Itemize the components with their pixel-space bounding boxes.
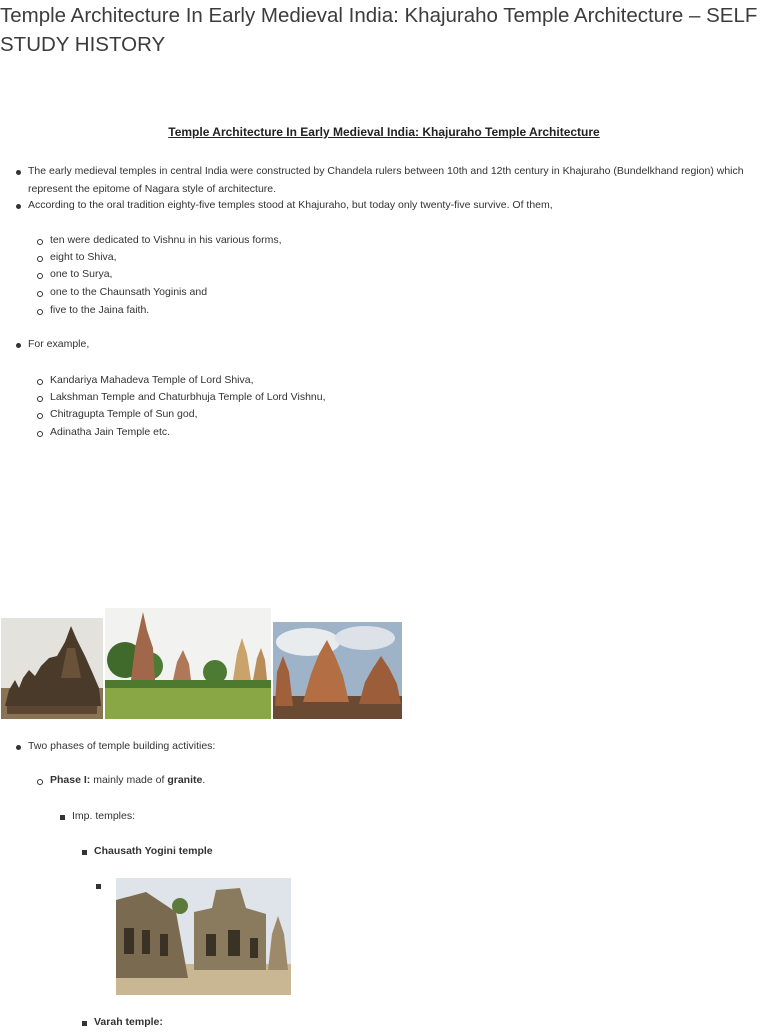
temple-photo-3 xyxy=(273,622,402,719)
temple-chausath-yogini: Chausath Yogini temple xyxy=(94,843,213,861)
temple-photo-1 xyxy=(1,618,103,719)
phase-1-item xyxy=(50,772,205,790)
list-item: eight to Shiva, xyxy=(50,249,117,267)
phases-intro: Two phases of temple building activities: xyxy=(28,738,215,756)
list-item: one to Surya, xyxy=(50,266,112,284)
page-title: Temple Architecture In Early Medieval India: Khajuraho Temple Architecture – SELF STUDY HISTORY xyxy=(0,4,758,56)
list-item: one to the Chaunsath Yoginis and xyxy=(50,284,207,302)
phase-1-end: . xyxy=(202,774,206,786)
phase-1-text: mainly made of xyxy=(90,774,168,786)
list-item: five to the Jaina faith. xyxy=(50,302,149,320)
list-item: Chitragupta Temple of Sun god, xyxy=(50,406,198,424)
intro-bullet-1: The early medieval temples in central India were constructed by Chandela rulers between 10th and 12th century in Khajuraho (Bundelkhand region) which represent the epitome of Nagara style of architecture. xyxy=(28,163,750,198)
list-item: Adinatha Jain Temple etc. xyxy=(50,424,170,442)
article-subheading: Temple Architecture In Early Medieval India: Khajuraho Temple Architecture xyxy=(168,125,600,139)
temple-varah: Varah temple: xyxy=(94,1014,163,1032)
phase-1-label: Phase I: xyxy=(50,774,91,786)
imp-temples-label: Imp. temples: xyxy=(72,808,135,826)
temple-photo-2 xyxy=(105,608,271,719)
list-item: Kandariya Mahadeva Temple of Lord Shiva, xyxy=(50,372,254,390)
chausath-yogini-photo xyxy=(116,878,291,995)
phase-1-material: granite xyxy=(167,774,203,786)
list-item: ten were dedicated to Vishnu in his various forms, xyxy=(50,232,282,250)
example-label: For example, xyxy=(28,336,89,354)
intro-bullet-2: According to the oral tradition eighty-five temples stood at Khajuraho, but today only twenty-five survive. Of them, xyxy=(28,197,750,215)
list-item: Lakshman Temple and Chaturbhuja Temple of Lord Vishnu, xyxy=(50,389,326,407)
